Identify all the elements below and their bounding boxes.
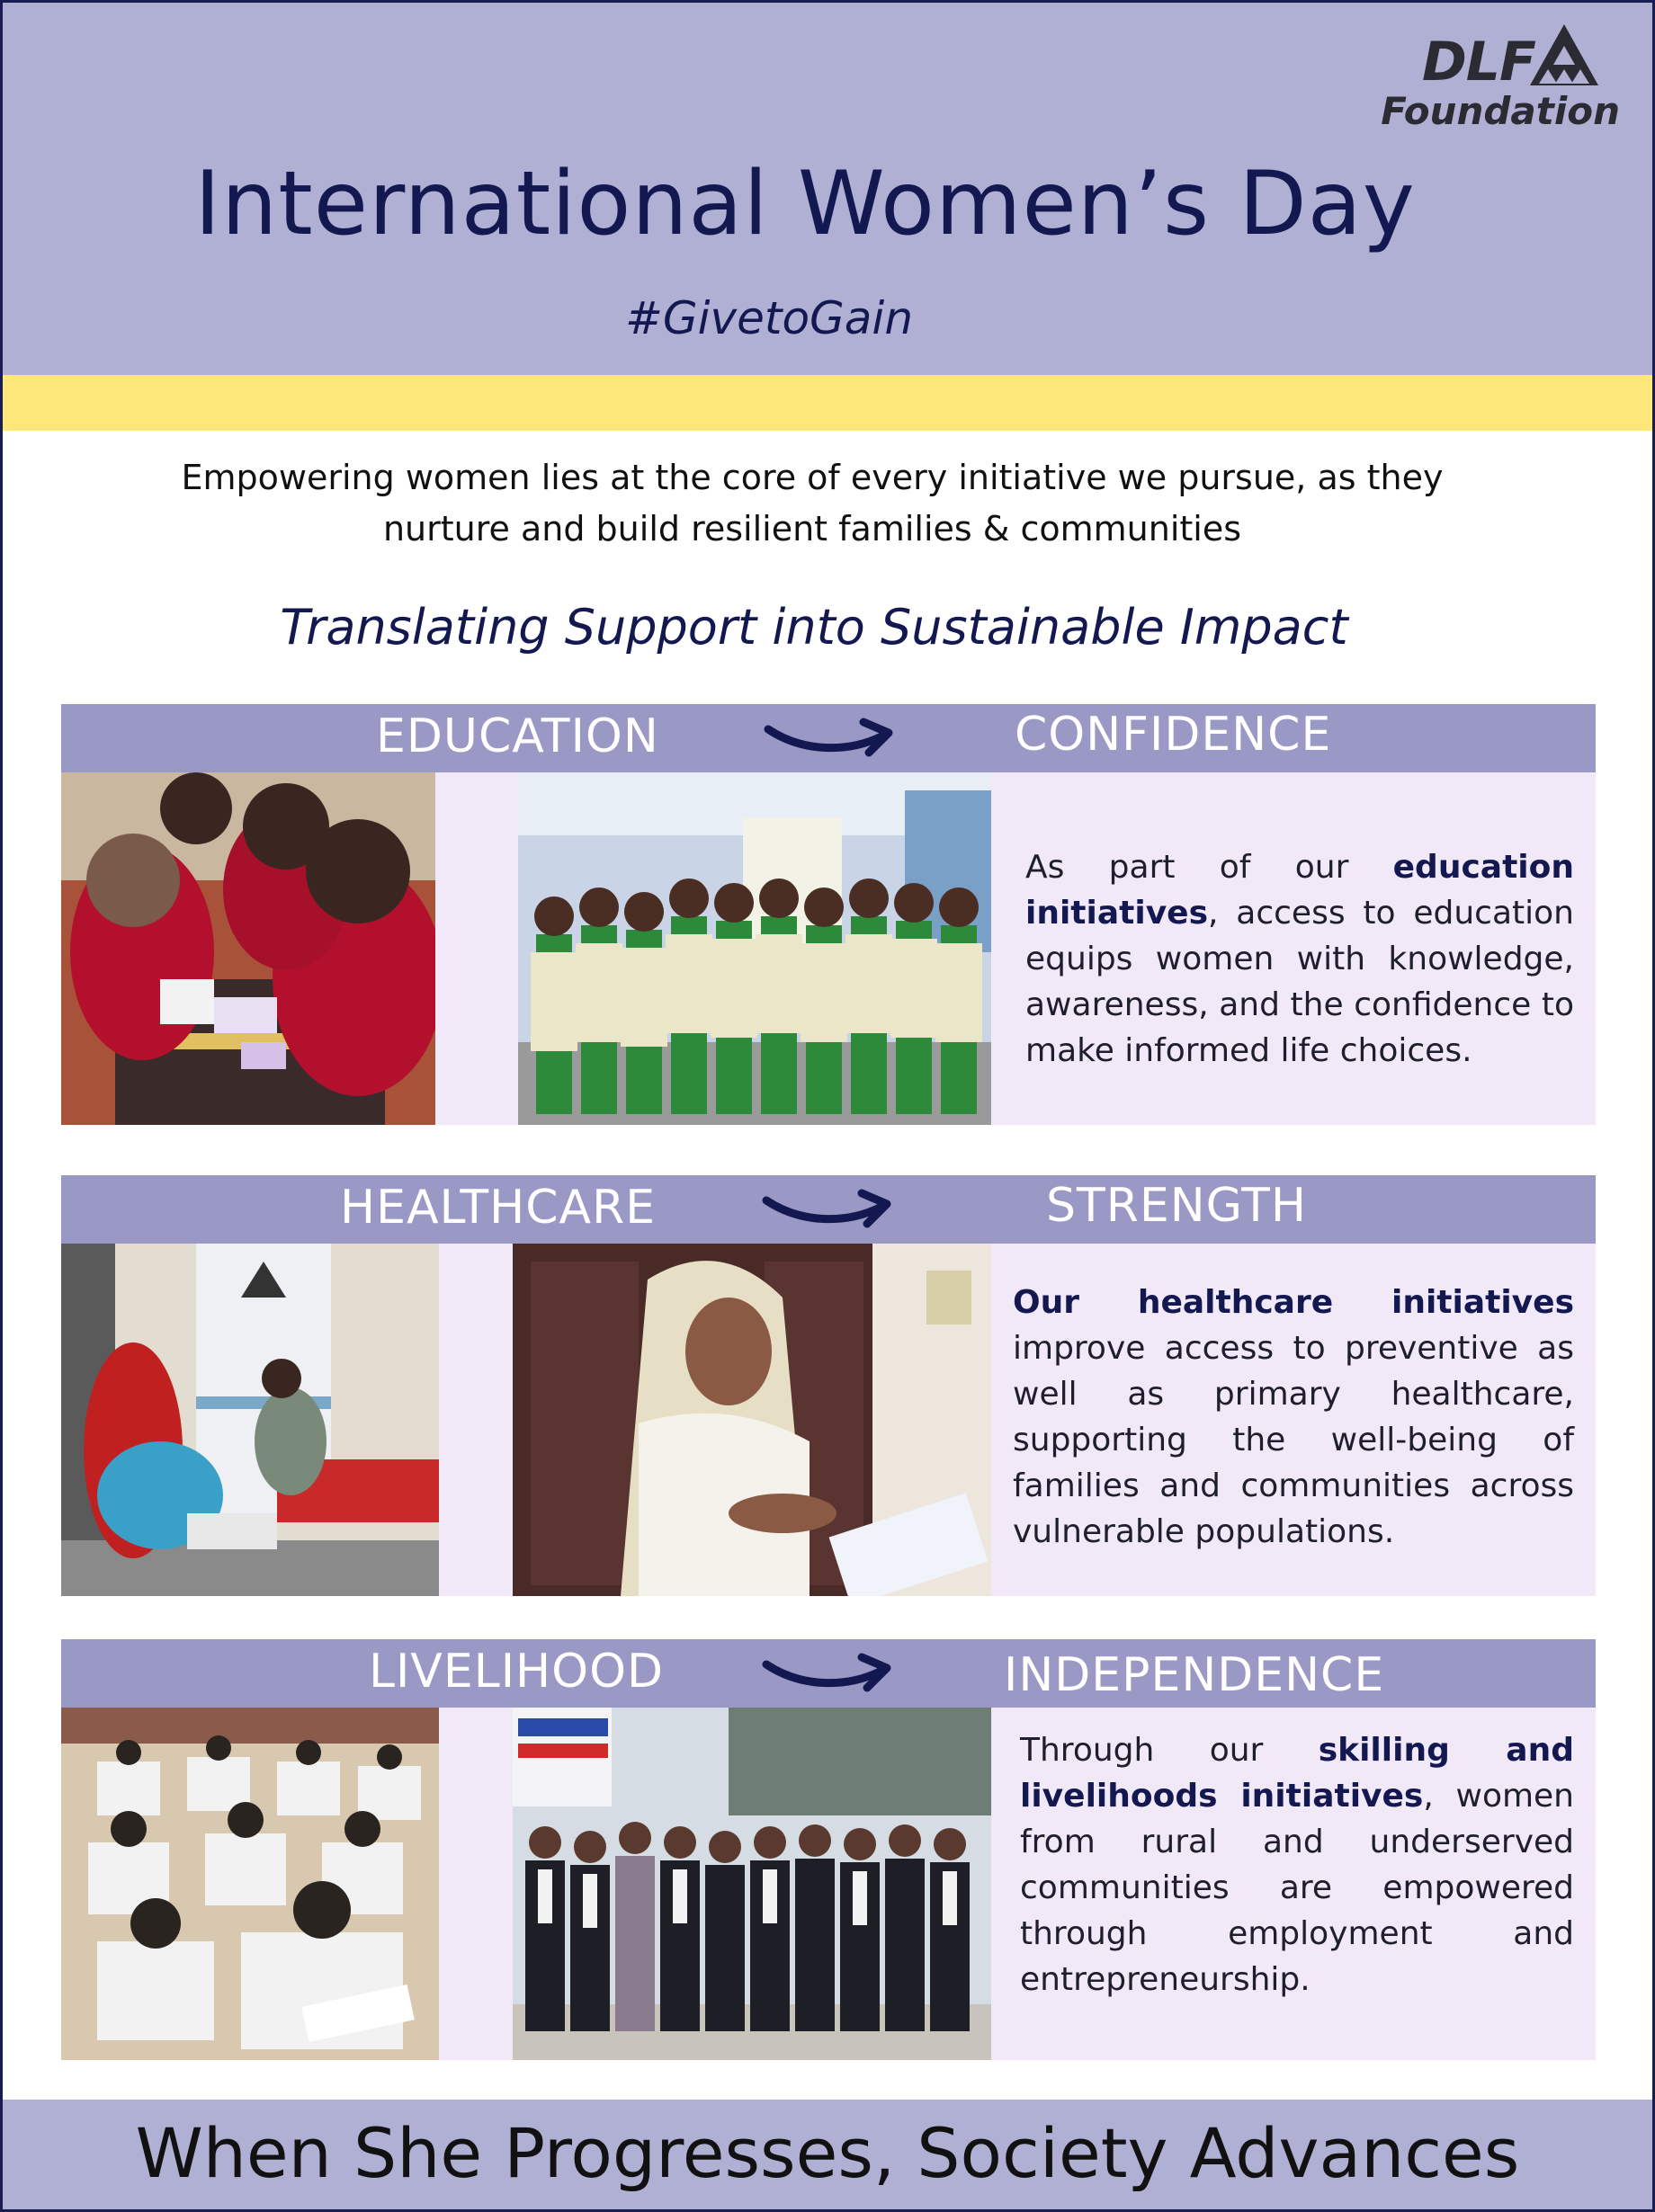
section-from-label: EDUCATION xyxy=(376,709,659,763)
section-text-bold: education initiatives xyxy=(1025,849,1574,932)
photo-schoolgirls-group xyxy=(518,772,991,1125)
intro-statement: Empowering women lies at the core of every initiative we pursue, as they nurture and build resilient families & communities xyxy=(181,458,1444,549)
section-text-post: , women from rural and underserved communities are empowered through employment and entrepreneurship. xyxy=(1020,1778,1574,1998)
section-body xyxy=(61,772,1596,1125)
section-subtitle: Translating Support into Sustainable Impact xyxy=(280,599,1348,656)
photo-hospital-staff-group xyxy=(513,1708,991,2060)
section-text-pre: As part of our xyxy=(1025,849,1393,886)
section-header-bar xyxy=(61,1639,1596,1708)
photo-girls-classroom-activity xyxy=(61,772,435,1125)
hashtag: #GivetoGain xyxy=(624,292,914,344)
section-description xyxy=(1025,844,1574,1074)
curved-arrow-icon xyxy=(761,1184,896,1235)
section-header-bar xyxy=(61,704,1596,772)
curved-arrow-icon xyxy=(761,1648,896,1699)
section-to-label: CONFIDENCE xyxy=(1015,708,1332,762)
section-description xyxy=(1013,1280,1574,1555)
section-text-post: , access to education equips women with knowledge, awareness, and the confidence to make informed life choices. xyxy=(1025,895,1574,1069)
section-body xyxy=(61,1708,1596,2060)
section-description xyxy=(1020,1727,1574,2002)
dlf-foundation-logo xyxy=(1381,22,1625,139)
photo-exam-hall-trainees xyxy=(61,1708,439,2060)
section-from-label: HEALTHCARE xyxy=(340,1181,657,1235)
section-body xyxy=(61,1244,1596,1596)
photo-elderly-woman-smiling xyxy=(513,1244,991,1596)
section-from-label: LIVELIHOOD xyxy=(369,1645,665,1699)
section-header-bar xyxy=(61,1175,1596,1244)
page-title: International Women’s Day xyxy=(194,153,1416,255)
logo-text-dlf: DLF xyxy=(1421,31,1535,94)
curved-arrow-icon xyxy=(763,713,898,763)
triangle-logo-icon xyxy=(1528,22,1600,87)
header xyxy=(3,3,1652,375)
logo-text-foundation: Foundation xyxy=(1381,89,1620,133)
footer-banner xyxy=(3,2100,1652,2209)
section-text-bold: Our healthcare initiatives xyxy=(1013,1284,1574,1321)
section-text-bold: skilling and livelihoods initiatives xyxy=(1020,1732,1574,1815)
section-to-label: STRENGTH xyxy=(1046,1179,1307,1233)
footer-tagline: When She Progresses, Society Advances xyxy=(135,2113,1520,2193)
section-text-post: improve access to preventive as well as primary healthcare, supporting the well-being of families and communities across vulnerable populations. xyxy=(1013,1330,1574,1550)
photo-health-centre-checkup xyxy=(61,1244,439,1596)
section-text-pre: Through our xyxy=(1020,1732,1319,1769)
section-to-label: INDEPENDENCE xyxy=(1004,1648,1385,1702)
yellow-divider-band xyxy=(3,375,1652,431)
